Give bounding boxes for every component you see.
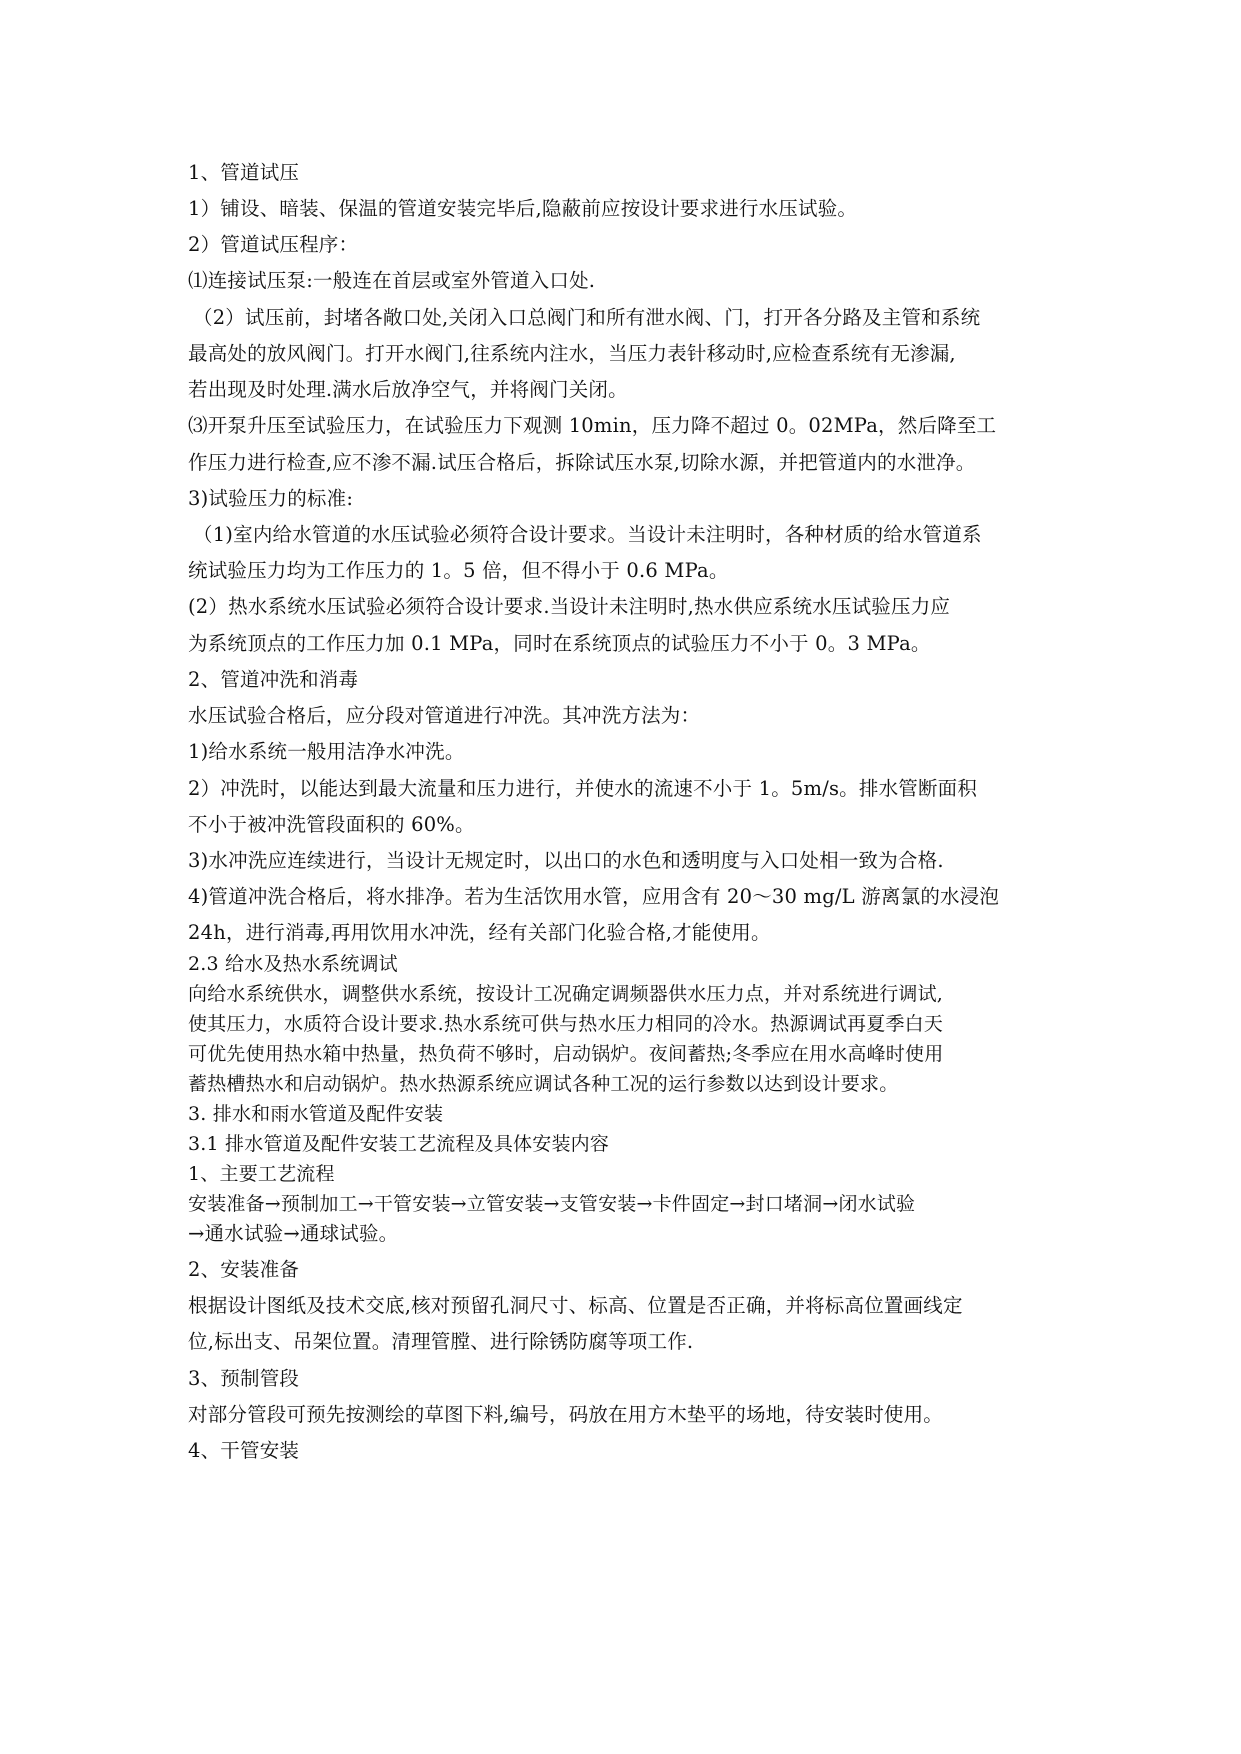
heading-main-process: 1、主要工艺流程 xyxy=(188,1163,335,1185)
text-line: 若出现及时处理.满水后放净空气，并将阀门关闭。 xyxy=(188,378,628,401)
text-line: 24h，进行消毒,再用饮用水冲洗，经有关部门化验合格,才能使用。 xyxy=(188,921,771,944)
heading-installation-prep: 2、安装准备 xyxy=(188,1258,300,1281)
text-line: 向给水系统供水，调整供水系统，按设计工况确定调频器供水压力点，并对系统进行调试, xyxy=(188,983,944,1005)
text-line: 2）管道试压程序： xyxy=(188,233,359,256)
heading-system-debugging: 2.3 给水及热水系统调试 xyxy=(188,953,398,975)
text-line: 可优先使用热水箱中热量，热负荷不够时，启动锅炉。夜间蓄热;冬季应在用水高峰时使用 xyxy=(188,1043,944,1065)
heading-prefab-pipe: 3、预制管段 xyxy=(188,1367,300,1390)
text-line: 使其压力，水质符合设计要求.热水系统可供与热水压力相同的冷水。热源调试再夏季白天 xyxy=(188,1013,944,1035)
text-line: 3)试验压力的标准: xyxy=(188,487,354,510)
heading-drainage-installation: 3. 排水和雨水管道及配件安装 xyxy=(188,1103,444,1125)
text-line: (2）热水系统水压试验必须符合设计要求.当设计未注明时,热水供应系统水压试验压力应 xyxy=(188,595,951,618)
text-line: 蓄热槽热水和启动锅炉。热水热源系统应调试各种工况的运行参数以达到设计要求。 xyxy=(188,1073,899,1095)
text-line: 4)管道冲洗合格后，将水排净。若为生活饮用水管，应用含有 20～30 mg/L 游离氯的水浸泡 xyxy=(188,885,1000,908)
text-line: 1)给水系统一般用洁净水冲洗。 xyxy=(188,740,465,763)
text-line: （1)室内给水管道的水压试验必须符合设计要求。当设计未注明时，各种材质的给水管道系 xyxy=(193,523,982,546)
text-line: 统试验压力均为工作压力的 1。5 倍，但不得小于 0.6 MPa。 xyxy=(188,559,729,582)
text-line: 不小于被冲洗管段面积的 60%。 xyxy=(188,813,475,836)
text-line: 对部分管段可预先按测绘的草图下料,编号，码放在用方木垫平的场地，待安装时使用。 xyxy=(188,1403,943,1426)
heading-drainage-process: 3.1 排水管道及配件安装工艺流程及具体安装内容 xyxy=(188,1133,610,1155)
text-line: 作压力进行检查,应不渗不漏.试压合格后，拆除试压水泵,切除水源，并把管道内的水泄净。 xyxy=(188,451,976,474)
text-line: →通水试验→通球试验。 xyxy=(188,1222,399,1245)
heading-main-pipe-installation: 4、干管安装 xyxy=(188,1439,300,1462)
text-line: ⑴连接试压泵:一般连在首层或室外管道入口处. xyxy=(188,269,596,292)
text-line: ⑶开泵升压至试验压力，在试验压力下观测 10min，压力降不超过 0。02MPa，然后降至工 xyxy=(188,414,997,437)
heading-pipe-pressure-test: 1、管道试压 xyxy=(188,161,300,184)
text-line: 水压试验合格后，应分段对管道进行冲洗。其冲洗方法为： xyxy=(188,704,701,727)
text-line: 3)水冲洗应连续进行，当设计无规定时，以出口的水色和透明度与入口处相一致为合格. xyxy=(188,849,944,872)
text-line: 2）冲洗时，以能达到最大流量和压力进行，并使水的流速不小于 1。5m/s。排水管断面积 xyxy=(188,777,978,800)
text-line: 1）铺设、暗装、保温的管道安装完毕后,隐蔽前应按设计要求进行水压试验。 xyxy=(188,197,858,220)
text-line: （2）试压前，封堵各敞口处,关闭入口总阀门和所有泄水阀、门，打开各分路及主管和系统 xyxy=(193,306,981,329)
text-line: 位,标出支、吊架位置。清理管膛、进行除锈防腐等项工作. xyxy=(188,1330,694,1353)
text-line: 安装准备→预制加工→干管安装→立管安装→支管安装→卡件固定→封口堵洞→闭水试验 xyxy=(188,1193,916,1215)
text-line: 根据设计图纸及技术交底,核对预留孔洞尺寸、标高、位置是否正确，并将标高位置画线定 xyxy=(188,1294,963,1317)
text-line: 最高处的放风阀门。打开水阀门,往系统内注水，当压力表针移动时,应检查系统有无渗漏, xyxy=(188,342,956,365)
heading-flushing-disinfection: 2、管道冲洗和消毒 xyxy=(188,668,359,691)
text-line: 为系统顶点的工作压力加 0.1 MPa，同时在系统顶点的试验压力不小于 0。3 MPa。 xyxy=(188,632,931,655)
